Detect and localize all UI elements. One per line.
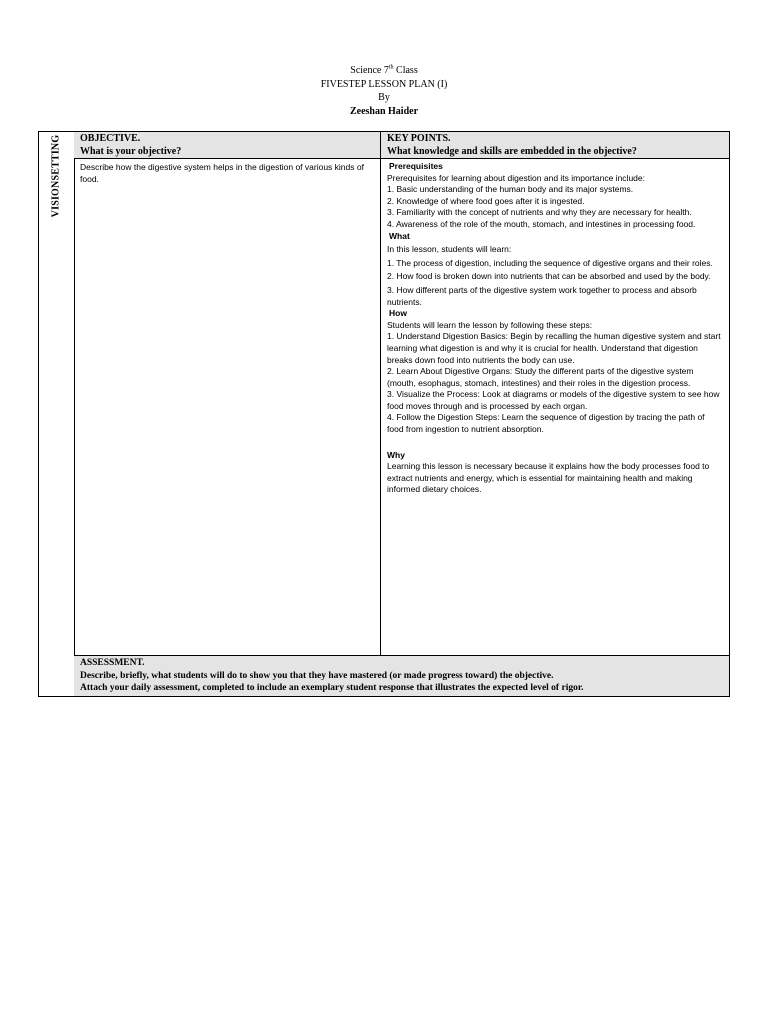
key-points-header [381, 132, 729, 159]
assessment-section[interactable] [74, 656, 729, 696]
how-title: How [389, 308, 407, 319]
key-points-heading: KEY POINTS. [387, 133, 451, 144]
list-item: 3. Familiarity with the concept of nutrients and why they are necessary for health. [387, 207, 692, 218]
why-title: Why [387, 449, 405, 460]
how-intro: Students will learn the lesson by following these steps: [387, 319, 593, 330]
objective-cell[interactable] [74, 159, 381, 656]
list-item: 2. Knowledge of where food goes after it is ingested. [387, 195, 585, 206]
objective-header [74, 132, 381, 159]
lesson-plan-table [38, 131, 730, 697]
assessment-heading: ASSESSMENT. [80, 658, 145, 668]
objective-heading: OBJECTIVE. [80, 133, 141, 144]
list-item: 1. Understand Digestion Basics: Begin by recalling the human digestive system and start learning what digestion is and why it is crucial for health. Understand that digestion breaks down food into nutrients the body can use. [387, 331, 721, 365]
plan-title: FIVESTEP LESSON PLAN (I) [320, 78, 448, 90]
author-name: Zeeshan Haider [349, 105, 419, 117]
list-item: 1. Basic understanding of the human body and its major systems. [387, 184, 634, 195]
document-header [0, 64, 768, 118]
side-column [39, 132, 75, 696]
what-intro: In this lesson, students will learn: [387, 244, 512, 255]
list-item: 2. How food is broken down into nutrients that can be absorbed and used by the body. [387, 271, 711, 282]
list-item: 4. Follow the Digestion Steps: Learn the sequence of digestion by tracing the path of food from ingestion to nutrient absorption. [387, 412, 705, 435]
list-item: 3. Visualize the Process: Look at diagrams or models of the digestive system to see how food moves through and is processed by each organ. [387, 389, 720, 411]
key-points-cell[interactable] [381, 159, 729, 656]
assessment-line-2: Attach your daily assessment, completed to include an exemplary student response that illustrates the expected level of rigor. [80, 683, 584, 693]
assessment-line-1: Describe, briefly, what students will do to show you that they have mastered (or made progress toward) the objective. [80, 670, 554, 681]
key-points-question: What knowledge and skills are embedded in the objective? [387, 145, 637, 157]
objective-question: What is your objective? [80, 145, 182, 157]
prerequisites-title: Prerequisites [389, 161, 443, 171]
by-line: By [378, 92, 390, 103]
list-item: 1. The process of digestion, including the sequence of digestive organs and their roles. [387, 257, 713, 268]
why-text: Learning this lesson is necessary because it explains how the body processes food to extract nutrients and energy, which is essential for maintaining health and making informed dietary choices. [387, 461, 710, 495]
list-item: 3. How different parts of the digestive system work together to process and absorb nutrients. [387, 284, 697, 307]
objective-text: Describe how the digestive system helps in the digestion of various kinds of food. [80, 162, 364, 184]
what-title: What [389, 230, 410, 241]
list-item: 2. Learn About Digestive Organs: Study the different parts of the digestive system (mouth, esophagus, stomach, intestines) and their roles in the digestion process. [387, 366, 694, 388]
visionsetting-label: VISIONSETTING [50, 134, 62, 218]
class-title: Science 7th Class [350, 64, 418, 76]
list-item: 4. Awareness of the role of the mouth, stomach, and intestines in processing food. [387, 218, 696, 229]
prerequisites-intro: Prerequisites for learning about digestion and its importance include: [387, 172, 645, 183]
